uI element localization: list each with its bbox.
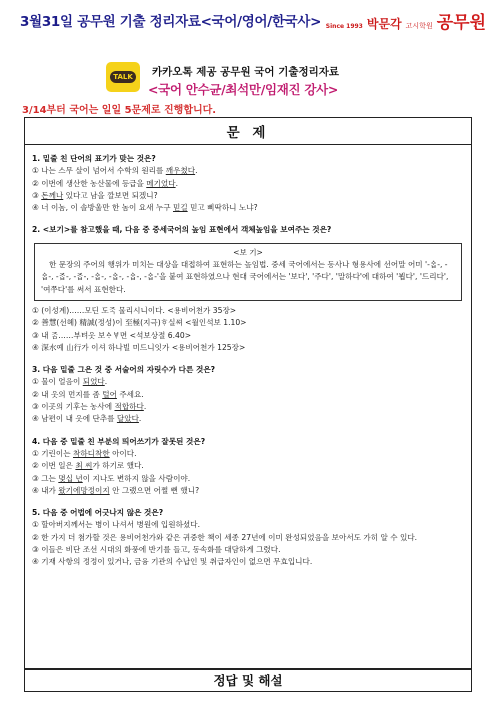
- question-3-option: ① 물이 얼음이 되었다.: [32, 377, 108, 387]
- bogi-text: 한 문장의 주어의 행위가 미치는 대상을 대접하여 표현하는 높임법. 중세 국어에서는 동사나 형용사에 선어말 어미 '-ᅀᆞᆸ-, -ᅀᆞᆸ-, -ᄌᆞᆸ-, -ᄌᆞᆸ-, -ᅀᆞᆸ-, -ᅀᆞᆸ-, -ᅀᆞᆸ-, -ᅀᆞᆸ-'을 붙여 표현하였으나 현대 국어에서는 '보다', '주다', '말하다'에 대하여 '뵙다', '드리다', '여쭈다'를 써서 표현한다.: [41, 260, 449, 294]
- kakaotalk-badge-label: TALK: [110, 71, 136, 83]
- question-1-option: ② 이번에 생산한 농산물에 등급을 메기었다.: [32, 178, 179, 188]
- question-1-option: ③ 돈께나 있다고 남을 깔보면 되겠니?: [32, 190, 158, 200]
- page-title: 3월31일 공무원 기출 정리자료<국어/영어/한국사>: [20, 14, 322, 30]
- logo-since: Since 1993: [325, 23, 363, 30]
- question-1-option: ① 나는 스무 살이 넘어서 수학의 원리를 깨우쳤다.: [32, 166, 198, 176]
- bogi-title: <보 기>: [233, 247, 263, 257]
- question-4-option: ② 이번 일은 최 씨가 하기로 했다.: [32, 461, 144, 471]
- kakao-subtitle: 카카오톡 제공 공무원 국어 기출정리자료: [152, 66, 340, 78]
- notice-text: 3/14부터 국어는 일일 5문제로 진행합니다.: [22, 105, 217, 116]
- question-4-option: ① 기린이는 착하디착한 아이다.: [32, 448, 137, 458]
- question-3-option: ④ 남편이 내 옷에 단추를 달았다.: [32, 414, 142, 424]
- question-2-option: ① (이성계)……모딘 도ᄌᆞᆨ 물리시니이다. <용비어천가 35장>: [32, 305, 237, 315]
- question-4-option: ③ 그는 몇십 년이 지나도 변하지 않을 사람이야.: [32, 473, 191, 483]
- problems-body: [25, 145, 471, 569]
- question-5-option: ① 할아버지께서는 병이 나셔서 병원에 입원하셨다.: [32, 520, 200, 530]
- question-2-title: 2. <보기>를 참고했을 때, 다음 중 중세국어의 높임 표현에서 객체높임을 보여주는 것은?: [32, 225, 332, 235]
- question-5-option: ③ 이들은 비단 조선 시대의 화풍에 반기를 들고, 동속화를 대담하게 그렸다.: [32, 545, 281, 555]
- problems-header: 문 제: [25, 118, 471, 145]
- academy-logo: [326, 8, 486, 33]
- question-1-title: 1. 밑줄 친 단어의 표기가 맞는 것은?: [32, 154, 156, 163]
- question-3-option: ② 내 옷의 먼지를 좀 털어 주세요.: [32, 389, 144, 399]
- logo-academy-sub: 고시학원: [405, 22, 433, 30]
- question-3-title: 3. 다음 밑줄 그은 것 중 서술어의 자릿수가 다른 것은?: [32, 365, 216, 375]
- question-2-option: ② 善慧(선혜) 精誠(정성)이 至極(지극)ᄒᆞ실쎠 <월인석보 1.10>: [32, 318, 247, 328]
- question-5-title: 5. 다음 중 어법에 어긋나지 않은 것은?: [32, 508, 164, 518]
- bogi-box: [34, 243, 462, 301]
- question-5-option: ④ 기재 사항의 정정이 있거나, 금융 기관의 수납인 및 취급자인이 없으면 무효입니다.: [32, 557, 313, 567]
- problems-box: [24, 117, 472, 670]
- answer-header: 정답 및 해설: [24, 668, 472, 692]
- logo-brand: 공무원: [436, 13, 486, 33]
- question-5-option: ② 한 가지 더 첨가할 것은 용비어천가와 같은 귀중한 책이 세종 27년에 이미 완성되었음을 보아서도 가히 알 수 있다.: [32, 532, 418, 542]
- logo-academy-name: 박문각: [366, 17, 402, 31]
- instructor-line: <국어 안수균/최석만/임재진 강사>: [148, 82, 339, 97]
- question-3-option: ③ 이곳의 기후는 농사에 적합하다.: [32, 402, 147, 412]
- question-4-option: ④ 내가 왔기에망정이지 안 그랬으면 어쩔 뻔 했니?: [32, 485, 200, 495]
- question-1-option: ④ 너 이놈, 이 솔방울만 한 놈이 요새 누구 믿길 믿고 삐딱하니 노냐?: [32, 203, 258, 213]
- question-2-option: ③ 내 ᄌᆞᆷ……부텨옷 보ᅀᆞᄫᆞ면 <석보상절 6.40>: [32, 330, 192, 340]
- question-2-option: ④ 深水예 山行가 이셔 하나빌 미드니잇가 <용비어천가 125장>: [32, 342, 246, 352]
- kakaotalk-icon: [106, 62, 140, 92]
- question-4-title: 4. 다음 중 밑줄 친 부분의 띄어쓰기가 잘못된 것은?: [32, 436, 206, 446]
